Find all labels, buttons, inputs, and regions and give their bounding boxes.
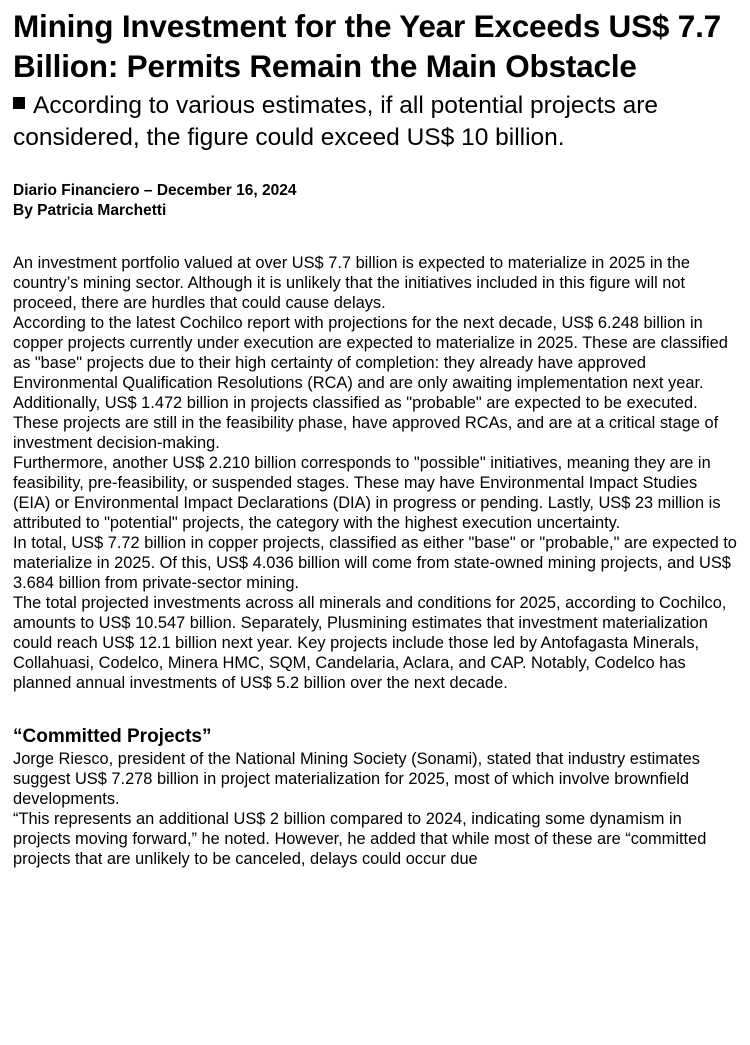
- article-body: [13, 253, 738, 693]
- paragraph: Additionally, US$ 1.472 billion in projects classified as "probable" are expected to be executed. These projects are still in the feasibility phase, have approved RCAs, and are at a critical stage of investment decision-making.: [13, 394, 719, 452]
- author: By Patricia Marchetti: [13, 202, 167, 219]
- section-body: [13, 749, 738, 869]
- paragraph: Jorge Riesco, president of the National Mining Society (Sonami), stated that industry estimates suggest US$ 7.278 billion in project materialization for 2025, most of which involve brownfield developments.: [13, 750, 700, 808]
- byline: [13, 181, 738, 221]
- paragraph: An investment portfolio valued at over US$ 7.7 billion is expected to materialize in 2025 in the country’s mining sector. Although it is unlikely that the initiatives included in this figure will not proceed, there are hurdles that could cause delays.: [13, 254, 690, 312]
- paragraph: In total, US$ 7.72 billion in copper projects, classified as either "base" or "probable," are expected to materialize in 2025. Of this, US$ 4.036 billion will come from state-owned mining projects, and US$ 3.684 billion from private-sector mining.: [13, 534, 737, 592]
- paragraph: Furthermore, another US$ 2.210 billion corresponds to "possible" initiatives, meaning they are in feasibility, pre-feasibility, or suspended stages. These may have Environmental Impact Studies (EIA) or Environmental Impact Declarations (DIA) in progress or pending. Lastly, US$ 23 million is attributed to "potential" projects, the category with the highest execution uncertainty.: [13, 454, 721, 532]
- source-date: Diario Financiero – December 16, 2024: [13, 182, 297, 199]
- subheadline-text: According to various estimates, if all potential projects are considered, the figure could exceed US$ 10 billion.: [13, 92, 659, 151]
- paragraph: According to the latest Cochilco report with projections for the next decade, US$ 6.248 billion in copper projects currently under execution are expected to materialize in 2025. These are classified as "base" projects due to their high certainty of completion: they already have approved Environmental Qualification Resolutions (RCA) and are only awaiting implementation next year.: [13, 314, 728, 392]
- section-title: “Committed Projects”: [13, 726, 212, 747]
- paragraph: “This represents an additional US$ 2 billion compared to 2024, indicating some dynamism in projects moving forward,” he noted. However, he added that while most of these are “committed projects that are unlikely to be canceled, delays could occur due: [13, 810, 707, 868]
- article-headline: Mining Investment for the Year Exceeds US$ 7.7 Billion: Permits Remain the Main Obstacle: [13, 8, 721, 84]
- paragraph: The total projected investments across all minerals and conditions for 2025, according to Cochilco, amounts to US$ 10.547 billion. Separately, Plusmining estimates that investment materialization could reach US$ 12.1 billion next year. Key projects include those led by Antofagasta Minerals, Collahuasi, Codelco, Minera HMC, SQM, Candelaria, Aclara, and CAP. Notably, Codelco has planned annual investments of US$ 5.2 billion over the next decade.: [13, 594, 727, 692]
- article: [13, 6, 738, 869]
- article-subheadline: [13, 90, 738, 154]
- square-bullet-icon: [13, 97, 25, 109]
